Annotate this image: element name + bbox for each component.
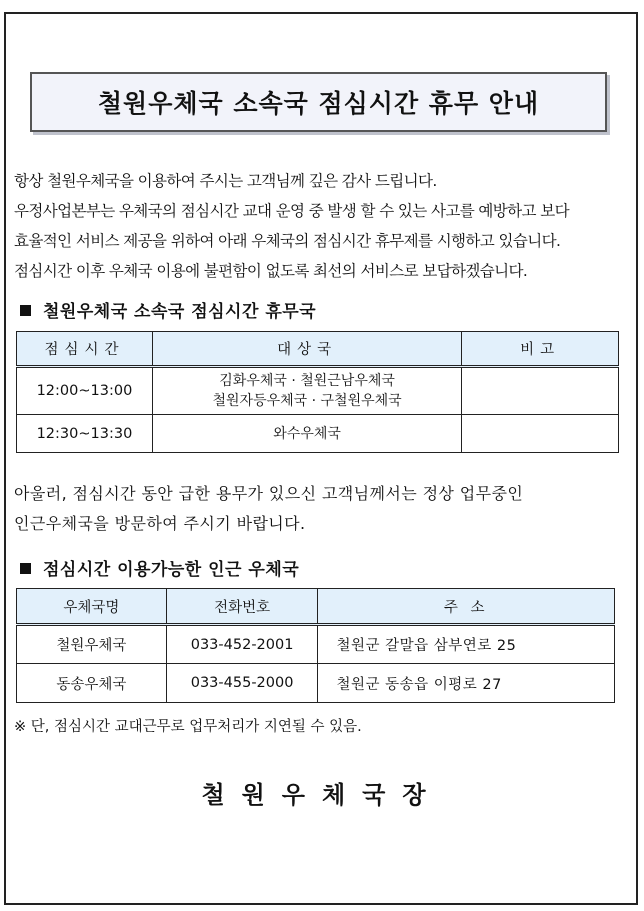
office-line: 김화우체국 · 철원근남우체국 bbox=[219, 373, 395, 389]
address-cell: 철원군 동송읍 이평로 27 bbox=[318, 664, 615, 703]
column-header-address: 주 소 bbox=[318, 589, 615, 625]
nearby-offices-table bbox=[16, 588, 615, 703]
phone-cell: 033-452-2001 bbox=[166, 625, 318, 664]
section-heading-closed-offices bbox=[20, 297, 316, 322]
table-row bbox=[17, 415, 619, 453]
offices-cell bbox=[152, 367, 461, 415]
phone-cell: 033-455-2000 bbox=[166, 664, 318, 703]
intro-line: 항상 철원우체국을 이용하여 주시는 고객님께 깊은 감사 드립니다. bbox=[14, 172, 437, 190]
column-header-lunch-time: 점심시간 bbox=[17, 332, 153, 367]
document-page bbox=[4, 12, 638, 905]
office-name-cell: 동송우체국 bbox=[17, 664, 167, 703]
remarks-cell bbox=[462, 367, 619, 415]
offices-cell bbox=[152, 415, 461, 453]
column-header-office-name: 우체국명 bbox=[17, 589, 167, 625]
title-box bbox=[30, 72, 607, 132]
notice-line: 아울러, 점심시간 동안 급한 용무가 있으신 고객님께서는 정상 업무중인 bbox=[14, 484, 524, 503]
office-line: 철원자등우체국 · 구철원우체국 bbox=[212, 393, 402, 409]
notice-line: 인근우체국을 방문하여 주시기 바랍니다. bbox=[14, 514, 306, 533]
section-heading-nearby-offices bbox=[20, 555, 299, 580]
time-cell: 12:30~13:30 bbox=[17, 415, 153, 453]
intro-line: 효율적인 서비스 제공을 위하여 아래 우체국의 점심시간 휴무제를 시행하고 있습니다. bbox=[14, 232, 561, 250]
square-bullet-icon bbox=[20, 305, 31, 316]
remarks-cell bbox=[462, 415, 619, 453]
column-header-remarks: 비고 bbox=[462, 332, 619, 367]
time-cell: 12:00~13:00 bbox=[17, 367, 153, 415]
office-name-cell: 철원우체국 bbox=[17, 625, 167, 664]
closed-offices-table bbox=[16, 331, 619, 453]
page-title: 철원우체국 소속국 점심시간 휴무 안내 bbox=[97, 89, 540, 118]
notice-paragraph bbox=[14, 479, 523, 539]
table-row bbox=[17, 367, 619, 415]
signature: 철원우체국장 bbox=[201, 781, 443, 809]
intro-line: 우정사업본부는 우체국의 점심시간 교대 운영 중 발생 할 수 있는 사고를 예방하고 보다 bbox=[14, 202, 569, 220]
intro-paragraph bbox=[14, 166, 634, 286]
table-row bbox=[17, 625, 615, 664]
section-heading-text: 점심시간 이용가능한 인근 우체국 bbox=[43, 560, 300, 580]
table-row bbox=[17, 664, 615, 703]
column-header-target-offices: 대상국 bbox=[152, 332, 461, 367]
section-heading-text: 철원우체국 소속국 점심시간 휴무국 bbox=[43, 302, 317, 322]
office-line: 와수우체국 bbox=[273, 425, 341, 442]
square-bullet-icon bbox=[20, 563, 31, 574]
address-cell: 철원군 갈말읍 삼부연로 25 bbox=[318, 625, 615, 664]
footnote: ※ 단, 점심시간 교대근무로 업무처리가 지연될 수 있음. bbox=[14, 719, 362, 735]
intro-line: 점심시간 이후 우체국 이용에 불편함이 없도록 최선의 서비스로 보답하겠습니다. bbox=[14, 262, 528, 280]
column-header-phone: 전화번호 bbox=[166, 589, 318, 625]
